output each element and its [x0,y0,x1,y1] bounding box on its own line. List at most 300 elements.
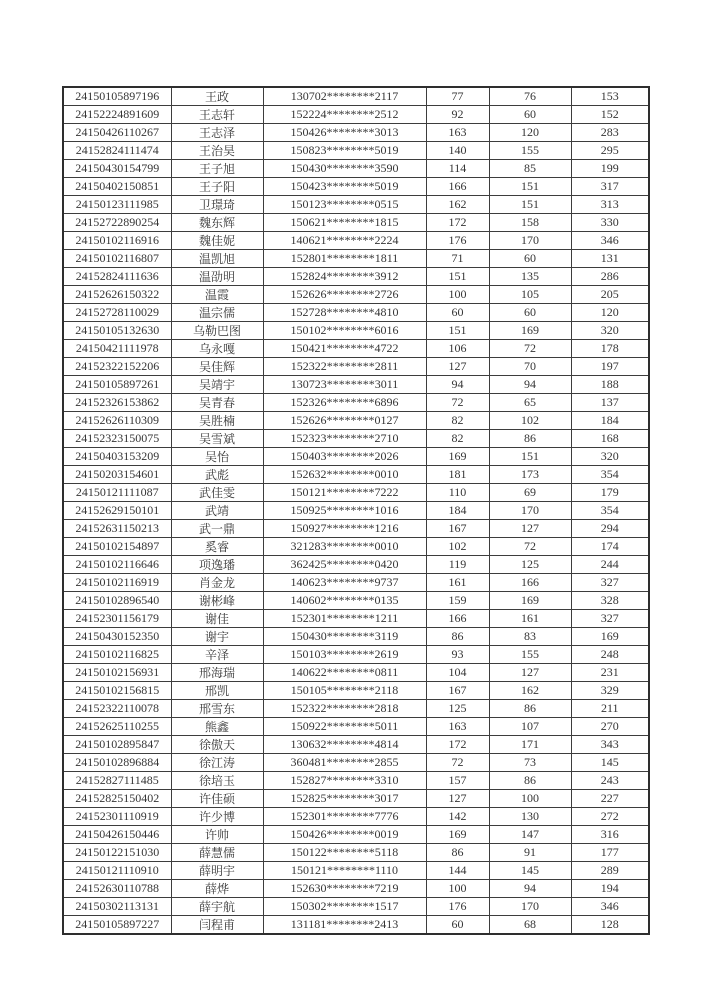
table-row [63,772,649,790]
cell-score-1: 167 [426,682,489,700]
cell-score-2: 85 [489,160,571,178]
cell-total-score: 346 [571,232,649,250]
cell-exam-number: 24152626110309 [63,412,171,430]
table-row [63,160,649,178]
table-row [63,484,649,502]
cell-score-2: 76 [489,87,571,106]
cell-student-name: 温霞 [171,286,263,304]
cell-total-score: 184 [571,412,649,430]
cell-id-number: 150430********3119 [263,628,426,646]
table-row [63,412,649,430]
cell-id-number: 150426********0019 [263,826,426,844]
cell-id-number: 152322********2818 [263,700,426,718]
cell-score-2: 107 [489,718,571,736]
cell-score-2: 86 [489,772,571,790]
cell-score-1: 157 [426,772,489,790]
table-row [63,682,649,700]
cell-student-name: 薛慧儒 [171,844,263,862]
cell-exam-number: 24152630110788 [63,880,171,898]
cell-score-1: 71 [426,250,489,268]
cell-student-name: 邢海瑞 [171,664,263,682]
cell-total-score: 227 [571,790,649,808]
cell-total-score: 289 [571,862,649,880]
cell-exam-number: 24150105897227 [63,916,171,935]
cell-total-score: 197 [571,358,649,376]
table-row [63,196,649,214]
table-body [63,87,649,934]
table-row [63,592,649,610]
cell-student-name: 武一鼎 [171,520,263,538]
cell-score-2: 100 [489,790,571,808]
cell-id-number: 131181********2413 [263,916,426,935]
table-row [63,87,649,106]
cell-score-1: 163 [426,718,489,736]
cell-id-number: 140622********0811 [263,664,426,682]
cell-score-1: 119 [426,556,489,574]
cell-exam-number: 24152722890254 [63,214,171,232]
cell-id-number: 140602********0135 [263,592,426,610]
table-row [63,790,649,808]
cell-score-2: 158 [489,214,571,232]
table-row [63,664,649,682]
cell-score-1: 72 [426,394,489,412]
cell-exam-number: 24150430152350 [63,628,171,646]
cell-total-score: 283 [571,124,649,142]
cell-student-name: 薛明宇 [171,862,263,880]
cell-score-2: 169 [489,322,571,340]
cell-student-name: 谢佳 [171,610,263,628]
cell-score-1: 77 [426,87,489,106]
cell-exam-number: 24150102116807 [63,250,171,268]
cell-score-1: 60 [426,304,489,322]
cell-exam-number: 24150102116916 [63,232,171,250]
cell-student-name: 许佳硕 [171,790,263,808]
cell-student-name: 王治昊 [171,142,263,160]
table-row [63,124,649,142]
cell-exam-number: 24150102156815 [63,682,171,700]
table-row [63,106,649,124]
cell-score-1: 86 [426,628,489,646]
cell-total-score: 286 [571,268,649,286]
cell-total-score: 145 [571,754,649,772]
cell-score-2: 135 [489,268,571,286]
cell-id-number: 152322********2811 [263,358,426,376]
cell-total-score: 294 [571,520,649,538]
cell-total-score: 313 [571,196,649,214]
cell-exam-number: 24150402150851 [63,178,171,196]
cell-student-name: 乌永嘎 [171,340,263,358]
cell-id-number: 150925********1016 [263,502,426,520]
cell-score-1: 114 [426,160,489,178]
cell-score-2: 68 [489,916,571,935]
cell-score-2: 155 [489,142,571,160]
cell-id-number: 150105********2118 [263,682,426,700]
cell-score-2: 171 [489,736,571,754]
cell-student-name: 奚睿 [171,538,263,556]
table-row [63,178,649,196]
cell-student-name: 王政 [171,87,263,106]
cell-total-score: 316 [571,826,649,844]
cell-score-1: 125 [426,700,489,718]
cell-score-2: 162 [489,682,571,700]
cell-student-name: 吴佳辉 [171,358,263,376]
cell-exam-number: 24150102116919 [63,574,171,592]
cell-exam-number: 24150102156931 [63,664,171,682]
cell-student-name: 武彪 [171,466,263,484]
cell-id-number: 362425********0420 [263,556,426,574]
cell-total-score: 330 [571,214,649,232]
cell-score-1: 176 [426,898,489,916]
cell-id-number: 150121********7222 [263,484,426,502]
table-row [63,628,649,646]
cell-score-1: 100 [426,286,489,304]
cell-student-name: 王志泽 [171,124,263,142]
cell-student-name: 薛烨 [171,880,263,898]
cell-student-name: 乌勒巴图 [171,322,263,340]
cell-exam-number: 24150421111978 [63,340,171,358]
cell-student-name: 温凯旭 [171,250,263,268]
cell-exam-number: 24152323150075 [63,430,171,448]
cell-exam-number: 24150123111985 [63,196,171,214]
cell-exam-number: 24152728110029 [63,304,171,322]
cell-id-number: 150102********6016 [263,322,426,340]
table-row [63,808,649,826]
cell-score-1: 72 [426,754,489,772]
cell-exam-number: 24150105897196 [63,87,171,106]
table-row [63,232,649,250]
cell-score-2: 102 [489,412,571,430]
cell-exam-number: 24152825150402 [63,790,171,808]
table-row [63,286,649,304]
cell-id-number: 150430********3590 [263,160,426,178]
cell-total-score: 327 [571,574,649,592]
cell-score-2: 127 [489,520,571,538]
cell-score-1: 163 [426,124,489,142]
cell-score-2: 94 [489,376,571,394]
table-row [63,430,649,448]
cell-student-name: 吴青春 [171,394,263,412]
cell-total-score: 317 [571,178,649,196]
cell-exam-number: 24152827111485 [63,772,171,790]
cell-student-name: 许少博 [171,808,263,826]
cell-score-2: 72 [489,340,571,358]
cell-score-1: 151 [426,322,489,340]
cell-id-number: 152626********2726 [263,286,426,304]
cell-total-score: 188 [571,376,649,394]
cell-exam-number: 24150102116825 [63,646,171,664]
cell-id-number: 130702********2117 [263,87,426,106]
cell-id-number: 152827********3310 [263,772,426,790]
cell-student-name: 王子旭 [171,160,263,178]
cell-score-1: 181 [426,466,489,484]
table-row [63,736,649,754]
cell-total-score: 137 [571,394,649,412]
cell-student-name: 许帅 [171,826,263,844]
cell-score-2: 151 [489,448,571,466]
cell-exam-number: 24150302113131 [63,898,171,916]
cell-student-name: 温劭明 [171,268,263,286]
cell-exam-number: 24152824111636 [63,268,171,286]
cell-id-number: 150922********5011 [263,718,426,736]
cell-exam-number: 24150403153209 [63,448,171,466]
cell-total-score: 131 [571,250,649,268]
table-row [63,862,649,880]
cell-score-1: 159 [426,592,489,610]
cell-total-score: 179 [571,484,649,502]
table-row [63,574,649,592]
cell-score-1: 93 [426,646,489,664]
cell-total-score: 153 [571,87,649,106]
cell-exam-number: 24152824111474 [63,142,171,160]
cell-score-1: 169 [426,826,489,844]
cell-student-name: 王志轩 [171,106,263,124]
cell-student-name: 熊鑫 [171,718,263,736]
cell-exam-number: 24152625110255 [63,718,171,736]
cell-id-number: 150302********1517 [263,898,426,916]
cell-id-number: 150823********5019 [263,142,426,160]
cell-id-number: 150122********5118 [263,844,426,862]
cell-exam-number: 24150203154601 [63,466,171,484]
cell-score-1: 82 [426,430,489,448]
cell-score-1: 102 [426,538,489,556]
cell-student-name: 辛泽 [171,646,263,664]
cell-score-1: 166 [426,610,489,628]
cell-total-score: 152 [571,106,649,124]
cell-score-1: 104 [426,664,489,682]
table-row [63,448,649,466]
table-row [63,916,649,935]
table-row [63,844,649,862]
cell-id-number: 152728********4810 [263,304,426,322]
cell-score-2: 65 [489,394,571,412]
cell-exam-number: 24150102116646 [63,556,171,574]
cell-student-name: 吴雪斌 [171,430,263,448]
cell-score-2: 60 [489,106,571,124]
cell-id-number: 152323********2710 [263,430,426,448]
cell-student-name: 温宗儒 [171,304,263,322]
cell-exam-number: 24150102895847 [63,736,171,754]
cell-total-score: 178 [571,340,649,358]
cell-score-1: 127 [426,358,489,376]
cell-total-score: 327 [571,610,649,628]
table-row [63,322,649,340]
cell-id-number: 360481********2855 [263,754,426,772]
cell-student-name: 徐江涛 [171,754,263,772]
table-row [63,250,649,268]
cell-score-2: 166 [489,574,571,592]
table-row [63,880,649,898]
cell-id-number: 152825********3017 [263,790,426,808]
table-row [63,502,649,520]
cell-score-2: 86 [489,700,571,718]
cell-exam-number: 24150105132630 [63,322,171,340]
cell-total-score: 128 [571,916,649,935]
cell-total-score: 295 [571,142,649,160]
cell-score-2: 170 [489,898,571,916]
cell-exam-number: 24152626150322 [63,286,171,304]
table-row [63,466,649,484]
cell-score-1: 167 [426,520,489,538]
cell-score-2: 86 [489,430,571,448]
cell-total-score: 177 [571,844,649,862]
cell-exam-number: 24150105897261 [63,376,171,394]
cell-total-score: 205 [571,286,649,304]
table-row [63,718,649,736]
cell-total-score: 329 [571,682,649,700]
cell-score-2: 83 [489,628,571,646]
cell-id-number: 130723********3011 [263,376,426,394]
cell-total-score: 354 [571,502,649,520]
score-table [62,86,650,935]
table-row [63,358,649,376]
cell-score-2: 70 [489,358,571,376]
cell-score-1: 127 [426,790,489,808]
cell-id-number: 152630********7219 [263,880,426,898]
cell-student-name: 王子阳 [171,178,263,196]
cell-id-number: 321283********0010 [263,538,426,556]
cell-student-name: 邢雪东 [171,700,263,718]
table-row [63,826,649,844]
cell-id-number: 150403********2026 [263,448,426,466]
table-row [63,520,649,538]
cell-id-number: 152824********3912 [263,268,426,286]
cell-score-2: 60 [489,250,571,268]
cell-total-score: 328 [571,592,649,610]
cell-id-number: 140621********2224 [263,232,426,250]
cell-student-name: 吴胜楠 [171,412,263,430]
cell-student-name: 肖金龙 [171,574,263,592]
cell-student-name: 武靖 [171,502,263,520]
cell-id-number: 152224********2512 [263,106,426,124]
cell-exam-number: 24152322110078 [63,700,171,718]
cell-total-score: 194 [571,880,649,898]
cell-student-name: 谢彬峰 [171,592,263,610]
cell-score-2: 127 [489,664,571,682]
cell-score-2: 125 [489,556,571,574]
cell-score-2: 155 [489,646,571,664]
cell-score-1: 169 [426,448,489,466]
cell-exam-number: 24150121111087 [63,484,171,502]
cell-score-2: 151 [489,178,571,196]
cell-score-1: 82 [426,412,489,430]
table-row [63,646,649,664]
cell-total-score: 320 [571,322,649,340]
cell-id-number: 150103********2619 [263,646,426,664]
cell-score-2: 60 [489,304,571,322]
cell-score-2: 173 [489,466,571,484]
cell-score-1: 60 [426,916,489,935]
cell-score-1: 161 [426,574,489,592]
cell-score-2: 151 [489,196,571,214]
cell-exam-number: 24150426110267 [63,124,171,142]
table-row [63,376,649,394]
cell-total-score: 199 [571,160,649,178]
cell-total-score: 346 [571,898,649,916]
cell-total-score: 231 [571,664,649,682]
cell-student-name: 徐培玉 [171,772,263,790]
cell-score-1: 94 [426,376,489,394]
cell-total-score: 272 [571,808,649,826]
cell-id-number: 150621********1815 [263,214,426,232]
cell-exam-number: 24150121110910 [63,862,171,880]
cell-score-1: 176 [426,232,489,250]
cell-score-1: 162 [426,196,489,214]
cell-score-2: 147 [489,826,571,844]
cell-score-1: 172 [426,736,489,754]
table-row [63,214,649,232]
cell-id-number: 152301********7776 [263,808,426,826]
cell-score-2: 72 [489,538,571,556]
cell-total-score: 168 [571,430,649,448]
cell-exam-number: 24150102896540 [63,592,171,610]
cell-id-number: 150423********5019 [263,178,426,196]
table-row [63,304,649,322]
table-row [63,898,649,916]
cell-exam-number: 24150430154799 [63,160,171,178]
cell-student-name: 项逸璠 [171,556,263,574]
cell-score-2: 73 [489,754,571,772]
cell-score-1: 92 [426,106,489,124]
cell-score-1: 172 [426,214,489,232]
cell-total-score: 120 [571,304,649,322]
table-row [63,700,649,718]
cell-score-2: 69 [489,484,571,502]
cell-exam-number: 24150122151030 [63,844,171,862]
cell-id-number: 152632********0010 [263,466,426,484]
cell-score-1: 106 [426,340,489,358]
table-row [63,538,649,556]
cell-score-2: 170 [489,232,571,250]
cell-score-1: 142 [426,808,489,826]
cell-id-number: 150927********1216 [263,520,426,538]
cell-score-2: 170 [489,502,571,520]
cell-score-1: 110 [426,484,489,502]
cell-id-number: 152801********1811 [263,250,426,268]
cell-score-1: 151 [426,268,489,286]
cell-student-name: 薛宇航 [171,898,263,916]
table-row [63,754,649,772]
cell-score-2: 120 [489,124,571,142]
cell-score-1: 166 [426,178,489,196]
cell-score-2: 161 [489,610,571,628]
table-row [63,268,649,286]
cell-student-name: 武佳雯 [171,484,263,502]
cell-student-name: 吴靖宇 [171,376,263,394]
table-row [63,610,649,628]
cell-id-number: 150121********1110 [263,862,426,880]
cell-score-2: 169 [489,592,571,610]
cell-score-1: 184 [426,502,489,520]
cell-id-number: 152326********6896 [263,394,426,412]
cell-student-name: 徐傲天 [171,736,263,754]
cell-total-score: 244 [571,556,649,574]
cell-exam-number: 24152631150213 [63,520,171,538]
cell-id-number: 150123********0515 [263,196,426,214]
cell-student-name: 谢宇 [171,628,263,646]
cell-student-name: 吴怡 [171,448,263,466]
cell-score-2: 130 [489,808,571,826]
cell-id-number: 130632********4814 [263,736,426,754]
cell-id-number: 140623********9737 [263,574,426,592]
cell-exam-number: 24152326153862 [63,394,171,412]
cell-total-score: 169 [571,628,649,646]
cell-exam-number: 24152629150101 [63,502,171,520]
cell-score-1: 86 [426,844,489,862]
cell-student-name: 邢凯 [171,682,263,700]
cell-id-number: 152626********0127 [263,412,426,430]
cell-total-score: 211 [571,700,649,718]
cell-exam-number: 24152301110919 [63,808,171,826]
